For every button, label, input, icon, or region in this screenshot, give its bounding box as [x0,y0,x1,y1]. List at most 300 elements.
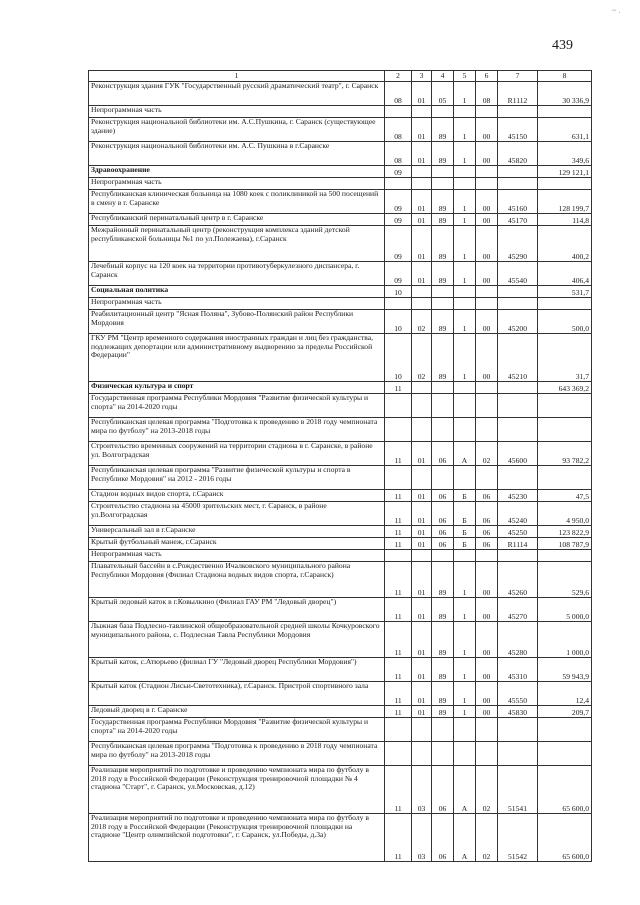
target-article-cell [498,286,538,298]
section-code-cell: 10 [385,310,412,334]
target-article-cell: 45210 [498,334,538,382]
subsection-code-cell: 01 [412,538,432,550]
table-row [89,106,592,118]
row-name-cell: Непрограммная часть [89,106,385,118]
target-article-cell [498,466,538,490]
row-name-cell: Универсальный зал в г.Саранске [89,526,385,538]
subsection-code-cell: 01 [412,490,432,502]
row-name-cell: Физическая культура и спорт [89,382,385,394]
table-body [89,71,592,862]
row-name-cell: Крытый футбольный манеж, г.Саранск [89,538,385,550]
program-code-cell: 06 [432,442,454,466]
section-code-cell: 10 [385,334,412,382]
subsection-code-cell [412,106,432,118]
subsection-code-cell [412,718,432,742]
header-cell: 1 [89,71,385,82]
section-row [89,382,592,394]
subsection-code-cell: 01 [412,262,432,286]
row-name-cell: Здравоохранение [89,166,385,178]
subsection-code-cell: 01 [412,214,432,226]
amount-cell [538,178,592,190]
event-code-cell [476,718,498,742]
corner-mark: ~ . [612,6,621,15]
amount-cell: 500,0 [538,310,592,334]
row-name-cell: Ледовый дворец в г. Саранске [89,706,385,718]
target-article-cell [498,742,538,766]
subprogram-code-cell: 1 [454,310,476,334]
table-row [89,178,592,190]
event-code-cell: 02 [476,442,498,466]
subprogram-code-cell [454,718,476,742]
target-article-cell: 45550 [498,682,538,706]
section-code-cell [385,550,412,562]
target-article-cell: 45310 [498,658,538,682]
amount-cell: 529,6 [538,562,592,598]
subprogram-code-cell: 1 [454,622,476,658]
target-article-cell [498,166,538,178]
event-code-cell: 08 [476,82,498,106]
section-code-cell [385,718,412,742]
target-article-cell: 45270 [498,598,538,622]
amount-cell: 30 336,9 [538,82,592,106]
target-article-cell [498,298,538,310]
section-code-cell [385,466,412,490]
subprogram-code-cell [454,382,476,394]
event-code-cell: 00 [476,598,498,622]
subsection-code-cell: 02 [412,310,432,334]
subprogram-code-cell [454,166,476,178]
event-code-cell: 00 [476,142,498,166]
section-code-cell: 11 [385,502,412,526]
subsection-code-cell [412,178,432,190]
amount-cell [538,394,592,418]
row-name-cell: Лыжная база Подлесно-тавлинской общеобразовательной средней школы Кочкуровского муниципального района, с. Подлесная Тавла Республики Мордовия [89,622,385,658]
subsection-code-cell: 01 [412,622,432,658]
target-article-cell [498,382,538,394]
event-code-cell [476,418,498,442]
event-code-cell: 02 [476,766,498,814]
header-cell: 3 [412,71,432,82]
header-cell: 2 [385,71,412,82]
amount-cell: 531,7 [538,286,592,298]
program-code-cell: 89 [432,226,454,262]
event-code-cell: 00 [476,214,498,226]
amount-cell: 129 121,1 [538,166,592,178]
section-row [89,166,592,178]
table-row [89,82,592,106]
amount-cell: 114,8 [538,214,592,226]
section-code-cell: 11 [385,682,412,706]
row-name-cell: Крытый каток (Стадион Лисьи-Светотехника), г.Саранск. Пристрой спортивного зала [89,682,385,706]
row-name-cell: Непрограммная часть [89,550,385,562]
section-code-cell: 08 [385,82,412,106]
program-code-cell: 06 [432,526,454,538]
event-code-cell: 06 [476,502,498,526]
program-code-cell [432,466,454,490]
subsection-code-cell [412,382,432,394]
subprogram-code-cell: 1 [454,706,476,718]
target-article-cell [498,178,538,190]
amount-cell: 65 600,0 [538,766,592,814]
table-row [89,814,592,862]
table-row [89,190,592,214]
header-cell: 4 [432,71,454,82]
target-article-cell: 45230 [498,490,538,502]
table-row [89,418,592,442]
amount-cell: 406,4 [538,262,592,286]
row-name-cell: Реализация мероприятий по подготовке и проведению чемпионата мира по футболу в 2018 году в Российской Федерации (Реконструкция тренировочной площадки № 4 стадиона "Старт", г. Саранск, ул.Московская, д.12) [89,766,385,814]
row-name-cell: Строительство временных сооружений на территории стадиона в г. Саранске, в районе ул. Волгоградская [89,442,385,466]
target-article-cell: 45600 [498,442,538,466]
program-code-cell: 89 [432,190,454,214]
amount-cell: 128 199,7 [538,190,592,214]
program-code-cell: 06 [432,766,454,814]
section-code-cell [385,418,412,442]
program-code-cell: 89 [432,658,454,682]
amount-cell: 400,2 [538,226,592,262]
target-article-cell: 45290 [498,226,538,262]
subsection-code-cell: 01 [412,82,432,106]
program-code-cell [432,106,454,118]
row-name-cell: Лечебный корпус на 120 коек на территории противотуберкулезного диспансера, г. Саранск [89,262,385,286]
target-article-cell: 45200 [498,310,538,334]
subsection-code-cell: 01 [412,190,432,214]
section-code-cell [385,394,412,418]
program-code-cell [432,418,454,442]
program-code-cell: 06 [432,490,454,502]
row-name-cell: Непрограммная часть [89,178,385,190]
program-code-cell [432,382,454,394]
event-code-cell [476,178,498,190]
target-article-cell: 45240 [498,502,538,526]
section-code-cell: 09 [385,262,412,286]
subprogram-code-cell: 1 [454,262,476,286]
event-code-cell [476,106,498,118]
amount-cell [538,418,592,442]
table-row [89,262,592,286]
table-row [89,706,592,718]
page-number: 439 [552,38,573,53]
subsection-code-cell [412,394,432,418]
section-code-cell [385,298,412,310]
row-name-cell: Непрограммная часть [89,298,385,310]
event-code-cell: 00 [476,118,498,142]
table-row [89,310,592,334]
subprogram-code-cell [454,394,476,418]
subprogram-code-cell [454,178,476,190]
table-row [89,442,592,466]
program-code-cell [432,286,454,298]
program-code-cell: 05 [432,82,454,106]
subprogram-code-cell: 1 [454,682,476,706]
subprogram-code-cell [454,418,476,442]
program-code-cell [432,718,454,742]
target-article-cell: 45150 [498,118,538,142]
section-code-cell [385,106,412,118]
amount-cell [538,742,592,766]
budget-table [88,70,592,862]
amount-cell [538,466,592,490]
subprogram-code-cell: Б [454,526,476,538]
subsection-code-cell [412,166,432,178]
amount-cell: 31,7 [538,334,592,382]
table-row [89,118,592,142]
program-code-cell: 89 [432,118,454,142]
subsection-code-cell [412,298,432,310]
program-code-cell: 89 [432,622,454,658]
row-name-cell: Реконструкция национальной библиотеки им. А.С.Пушкина, г. Саранск (существующее здание) [89,118,385,142]
program-code-cell: 89 [432,214,454,226]
target-article-cell [498,394,538,418]
amount-cell: 209,7 [538,706,592,718]
target-article-cell: 45160 [498,190,538,214]
row-name-cell: Реконструкция национальной библиотеки им. А.С. Пушкина в г.Саранске [89,142,385,166]
subprogram-code-cell: А [454,814,476,862]
amount-cell: 123 822,9 [538,526,592,538]
row-name-cell: Республиканская целевая программа "Подготовка к проведению в 2018 году чемпионата мира по футболу" на 2013-2018 годы [89,742,385,766]
subprogram-code-cell [454,106,476,118]
program-code-cell: 89 [432,598,454,622]
subprogram-code-cell [454,298,476,310]
table-header-row [89,71,592,82]
subsection-code-cell: 01 [412,226,432,262]
subprogram-code-cell: 1 [454,118,476,142]
subprogram-code-cell: Б [454,538,476,550]
section-code-cell: 11 [385,658,412,682]
row-name-cell: Государственная программа Республики Мордовия "Развитие физической культуры и спорта" на 2014-2020 годы [89,718,385,742]
target-article-cell: 45260 [498,562,538,598]
table-row [89,742,592,766]
amount-cell [538,550,592,562]
row-name-cell: Государственная программа Республики Мордовия "Развитие физической культуры и спорта" на 2014-2020 годы [89,394,385,418]
event-code-cell [476,286,498,298]
table-row [89,214,592,226]
row-name-cell: ГКУ РМ "Центр временного содержания иностранных граждан и лиц без гражданства, подлежащих депортации или административному выдворению за пределы Российской Федерации" [89,334,385,382]
program-code-cell: 89 [432,142,454,166]
subprogram-code-cell [454,742,476,766]
event-code-cell: 00 [476,682,498,706]
section-row [89,286,592,298]
event-code-cell: 00 [476,562,498,598]
program-code-cell [432,298,454,310]
subsection-code-cell: 01 [412,658,432,682]
event-code-cell: 00 [476,262,498,286]
table-row [89,334,592,382]
target-article-cell: R1112 [498,82,538,106]
target-article-cell [498,550,538,562]
event-code-cell: 00 [476,190,498,214]
target-article-cell: 51542 [498,814,538,862]
table-row [89,490,592,502]
event-code-cell: 00 [476,334,498,382]
program-code-cell: 89 [432,682,454,706]
table-row [89,766,592,814]
program-code-cell: 89 [432,310,454,334]
table-row [89,622,592,658]
table-row [89,394,592,418]
program-code-cell [432,166,454,178]
event-code-cell [476,166,498,178]
subsection-code-cell: 02 [412,334,432,382]
section-code-cell: 11 [385,706,412,718]
amount-cell: 643 369,2 [538,382,592,394]
subprogram-code-cell: 1 [454,598,476,622]
section-code-cell: 09 [385,190,412,214]
program-code-cell [432,394,454,418]
target-article-cell: 45250 [498,526,538,538]
subprogram-code-cell: Б [454,490,476,502]
section-code-cell: 09 [385,214,412,226]
section-code-cell: 11 [385,538,412,550]
section-code-cell: 11 [385,766,412,814]
event-code-cell [476,742,498,766]
subsection-code-cell: 01 [412,442,432,466]
subsection-code-cell [412,466,432,490]
program-code-cell: 89 [432,562,454,598]
target-article-cell: 45830 [498,706,538,718]
row-name-cell: Межрайонный перинатальный центр (реконструкция комплекса зданий детской республиканской больницы №1 по ул.Полежаева), г.Саранск [89,226,385,262]
subprogram-code-cell [454,286,476,298]
event-code-cell [476,298,498,310]
subprogram-code-cell: А [454,766,476,814]
amount-cell: 1 000,0 [538,622,592,658]
amount-cell [538,106,592,118]
target-article-cell: 45280 [498,622,538,658]
event-code-cell [476,394,498,418]
amount-cell: 65 600,0 [538,814,592,862]
row-name-cell: Республиканская клиническая больница на 1080 коек с поликлиникой на 500 посещений в смену в г. Саранске [89,190,385,214]
subprogram-code-cell: 1 [454,562,476,598]
amount-cell [538,718,592,742]
event-code-cell: 06 [476,490,498,502]
section-code-cell: 11 [385,382,412,394]
section-code-cell: 11 [385,622,412,658]
program-code-cell: 89 [432,706,454,718]
amount-cell: 12,4 [538,682,592,706]
table-row [89,718,592,742]
table-row [89,682,592,706]
table-row [89,502,592,526]
row-name-cell: Стадион водных видов спорта, г.Саранск [89,490,385,502]
row-name-cell: Республиканский перинатальный центр в г. Саранске [89,214,385,226]
event-code-cell: 00 [476,226,498,262]
amount-cell: 93 782,2 [538,442,592,466]
event-code-cell [476,466,498,490]
program-code-cell [432,742,454,766]
section-code-cell: 09 [385,226,412,262]
section-code-cell [385,178,412,190]
subprogram-code-cell: 1 [454,226,476,262]
program-code-cell: 89 [432,334,454,382]
target-article-cell [498,718,538,742]
section-code-cell: 11 [385,442,412,466]
subsection-code-cell: 03 [412,814,432,862]
header-cell: 7 [498,71,538,82]
subsection-code-cell [412,742,432,766]
table-row [89,466,592,490]
table-row [89,658,592,682]
row-name-cell: Реализация мероприятий по подготовке и проведению чемпионата мира по футболу в 2018 году в Российской Федерации (Реконструкция тренировочной площадки на стадионе "Центр олимпийской подготовки", г. Саранск, ул.Победы, д.3а) [89,814,385,862]
table-row [89,526,592,538]
section-code-cell [385,742,412,766]
table-row [89,538,592,550]
row-name-cell: Строительство стадиона на 45000 зрительских мест, г. Саранск, в районе ул.Волгоградская [89,502,385,526]
event-code-cell: 00 [476,706,498,718]
subsection-code-cell: 01 [412,562,432,598]
subprogram-code-cell: А [454,442,476,466]
section-code-cell: 11 [385,562,412,598]
subprogram-code-cell: 1 [454,658,476,682]
subsection-code-cell [412,286,432,298]
amount-cell: 108 787,9 [538,538,592,550]
target-article-cell [498,418,538,442]
subsection-code-cell [412,418,432,442]
subsection-code-cell: 03 [412,766,432,814]
amount-cell: 5 000,0 [538,598,592,622]
subsection-code-cell [412,550,432,562]
amount-cell: 4 950,0 [538,502,592,526]
target-article-cell: 45820 [498,142,538,166]
amount-cell: 59 943,9 [538,658,592,682]
event-code-cell [476,382,498,394]
subsection-code-cell: 01 [412,526,432,538]
event-code-cell: 00 [476,310,498,334]
section-code-cell: 11 [385,490,412,502]
amount-cell: 631,1 [538,118,592,142]
program-code-cell [432,178,454,190]
event-code-cell: 00 [476,622,498,658]
event-code-cell: 06 [476,526,498,538]
section-code-cell: 08 [385,142,412,166]
subprogram-code-cell: Б [454,502,476,526]
header-cell: 6 [476,71,498,82]
table-row [89,298,592,310]
program-code-cell: 89 [432,262,454,286]
subsection-code-cell: 01 [412,706,432,718]
event-code-cell: 02 [476,814,498,862]
target-article-cell: 45540 [498,262,538,286]
subprogram-code-cell: 1 [454,142,476,166]
program-code-cell: 06 [432,814,454,862]
row-name-cell: Реабилитационный центр "Ясная Поляна", Зубово-Полянский район Республики Мордовия [89,310,385,334]
target-article-cell: 51541 [498,766,538,814]
event-code-cell: 00 [476,658,498,682]
row-name-cell: Реконструкция здания ГУК "Государственный русский драматический театр", г. Саранск [89,82,385,106]
amount-cell [538,298,592,310]
subprogram-code-cell: 1 [454,82,476,106]
subprogram-code-cell: 1 [454,214,476,226]
header-cell: 5 [454,71,476,82]
table-row [89,598,592,622]
target-article-cell: R1114 [498,538,538,550]
table-row [89,142,592,166]
row-name-cell: Республиканская целевая программа "Развитие физической культуры и спорта в Республике Мордовия" на 2012 - 2016 годы [89,466,385,490]
row-name-cell: Республиканская целевая программа "Подготовка к проведению в 2018 году чемпионата мира по футболу" на 2013-2018 годы [89,418,385,442]
row-name-cell: Крытый каток, с.Атюрьево (филиал ГУ "Ледовый дворец Республики Мордовия") [89,658,385,682]
program-code-cell [432,550,454,562]
header-cell: 8 [538,71,592,82]
row-name-cell: Социальная политика [89,286,385,298]
subsection-code-cell: 01 [412,502,432,526]
subsection-code-cell: 01 [412,682,432,706]
program-code-cell: 06 [432,502,454,526]
subsection-code-cell: 01 [412,142,432,166]
section-code-cell: 11 [385,814,412,862]
subprogram-code-cell [454,466,476,490]
subsection-code-cell: 01 [412,118,432,142]
target-article-cell: 45170 [498,214,538,226]
row-name-cell: Плавательный бассейн в с.Рождественно Ичалковского муниципального района Республики Мордовия (Филиал Стадиона водных видов спорта, г.Саранск) [89,562,385,598]
